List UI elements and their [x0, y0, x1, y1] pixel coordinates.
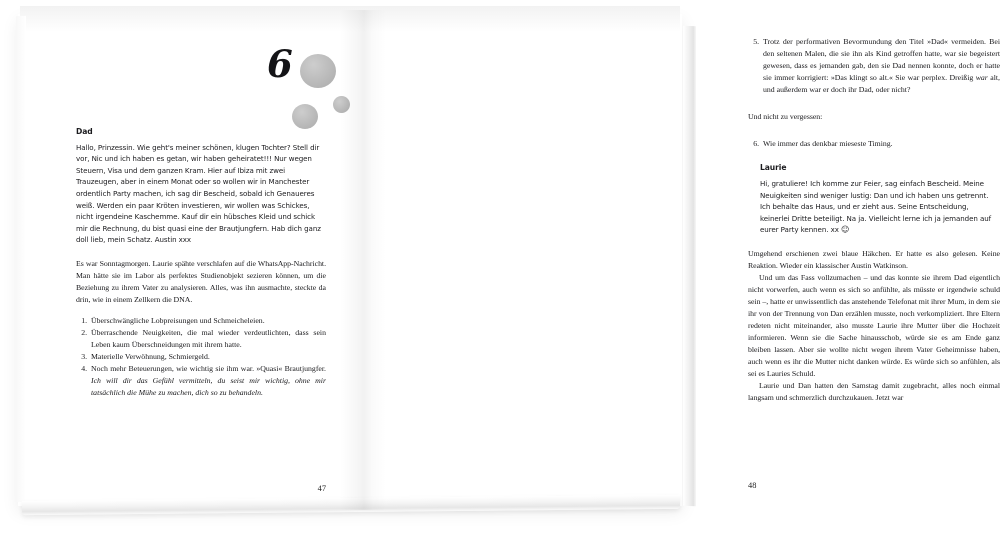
right-page-text-column — [748, 36, 1000, 405]
bubble-small-icon — [333, 96, 350, 113]
spacer — [748, 96, 1000, 111]
message-body: Hi, gratuliere! Ich komme zur Feier, sag einfach Bescheid. Meine Neuigkeiten sind weniger lustig: Dan und ich haben uns getrennt. Ich behalte das Haus, und er zieht aus. Seine Entscheidung, keinerlei Dritte beteiligt. Na ja. Vielleicht lerne ich ja jemanden auf eurer Party kennen. xx ☺ — [760, 178, 992, 235]
body-paragraph-group — [76, 258, 326, 306]
list-item-italic-quote: Ich will dir das Gefühl vermitteln, du seist mir wichtig, ohne mir tatsächlich die Mühe zu machen, dich so zu behandeln. — [91, 376, 326, 398]
left-page-text-column — [76, 126, 326, 399]
message-sender-name: Dad — [76, 127, 93, 136]
spacer — [748, 123, 1000, 138]
list-item-tail: alt, und außerdem war er doch ihr Dad, oder nicht? — [763, 73, 1000, 95]
list-item: 2. Überraschende Neuigkeiten, die mal wieder verdeutlichten, dass sein Leben kaum Überschneidungen mit ihrem hatte. — [89, 327, 326, 351]
body-paragraph: Laurie und Dan hatten den Samstag damit zugebracht, alles noch einmal langsam und schmerzlich durchzukauen. Jetzt war — [748, 381, 1000, 403]
bubble-large-icon — [300, 54, 336, 88]
spacer — [748, 150, 1000, 162]
spacer — [748, 236, 1000, 248]
list-item-italic-word: war — [975, 73, 988, 83]
list-item: 4. Noch mehr Beteuerungen, wie wichtig sie ihm war. »Quasi« Brautjungfer. Ich will dir das Gefühl vermitteln, du seist mir wichtig, ohne mir tatsächlich die Mühe zu machen, dich so zu behandeln. — [89, 363, 326, 399]
page-number-right: 48 — [748, 481, 757, 490]
message-block-laurie — [760, 162, 996, 236]
body-paragraph: Umgehend erschienen zwei blaue Häkchen. Er hatte es also gelesen. Keine Reaktion. Wieder ein klassischer Austin Watkinson. — [748, 248, 1000, 270]
chapter-number: 6 — [267, 42, 293, 86]
left-page — [0, 0, 360, 541]
chapter-opener — [60, 22, 360, 122]
spacer — [76, 246, 326, 258]
body-paragraph: Es war Sonntagmorgen. Laurie spähte verschlafen auf die WhatsApp-Nachricht. Man hätte sie im Labor als perfektes Studienobjekt sezieren können, um die Beziehung zu ihrem Vater zu analysieren. Alles, was ihn ausmachte, steckte da drin, wie in einem Zellkern die DNA. — [76, 258, 326, 305]
list-item: 1. Überschwängliche Lobpreisungen und Schmeicheleien. — [89, 315, 326, 327]
body-paragraph-group — [748, 248, 1000, 405]
interlude-text: Und nicht zu vergessen: — [748, 112, 823, 122]
spacer — [76, 306, 326, 315]
page-number-left: 47 — [317, 484, 326, 493]
message-block-dad — [76, 126, 326, 246]
numbered-list — [76, 315, 326, 399]
right-page — [360, 0, 1000, 541]
list-item: 5. Trotz der performativen Bevormundung den Titel »Dad« vermeiden. Bei den seltenen Malen, die sie ihn als Kind getroffen hatte, war sie begeistert gewesen, dass es jemanden gab, den sie Dad nennen konnte, doch er hatte sie immer korrigiert: »Das klingt so alt.« Sie war perplex. Dreißig war alt, und außerdem war er doch ihr Dad, oder nicht? — [761, 36, 1000, 96]
smiley-emoji-icon: ☺ — [841, 225, 850, 235]
numbered-list-continued-2 — [748, 138, 1000, 150]
body-paragraph: Und um das Fass vollzumachen – und das konnte sie ihrem Dad eigentlich nicht vorwerfen, auch wenn es sich so anfühlte, als müsste er irgendwie schuld sein –, hatte er unwissentlich das anstehende Telefonat mit ihrer Mum, in dem sie ihr von der Trennung von Dan erzählen musste, noch verkompliziert. Ihre Eltern redeten nicht miteinander, also musste Laurie ihre Mutter über die Hochzeit informieren. Wenn sie die Sache hinausschob, würde sie es am Ende ganz bleiben lassen. Aber sie wollte nicht wegen ihrem Vater Geheimnisse haben, auch wenn es ihr die Mutter nicht danken würde. Es würde sich so anfühlen, als sei es Lauries Schuld. — [748, 272, 1000, 379]
list-item: 6. Wie immer das denkbar mieseste Timing. — [761, 138, 1000, 150]
interlude-line — [748, 111, 1000, 123]
list-item: 3. Materielle Verwöhnung, Schmiergeld. — [89, 351, 326, 363]
message-body: Hallo, Prinzessin. Wie geht's meiner schönen, klugen Tochter? Stell dir vor, Nic und ich haben es getan, wir haben geheiratet!!! Nur wegen Steuern, Visa und dem ganzen Kram. Hier auf Ibiza mit zwei Trauzeugen, aber in einem Monat oder so wollen wir in Manchester ordentlich Party machen, ich sag dir Bescheid, sobald ich Genaueres weiß. Werden ein paar Kröten investieren, wir wollen was Schickes, nicht irgendeine Kaschemme. Kauf dir ein hübsches Kleid und schick mir die Rechnung, du bist quasi eine der Brautjungfern. Hab dich ganz doll lieb, mein Schatz. Austin xxx — [76, 142, 321, 245]
numbered-list-continued — [748, 36, 1000, 96]
message-sender-name: Laurie — [760, 163, 787, 173]
